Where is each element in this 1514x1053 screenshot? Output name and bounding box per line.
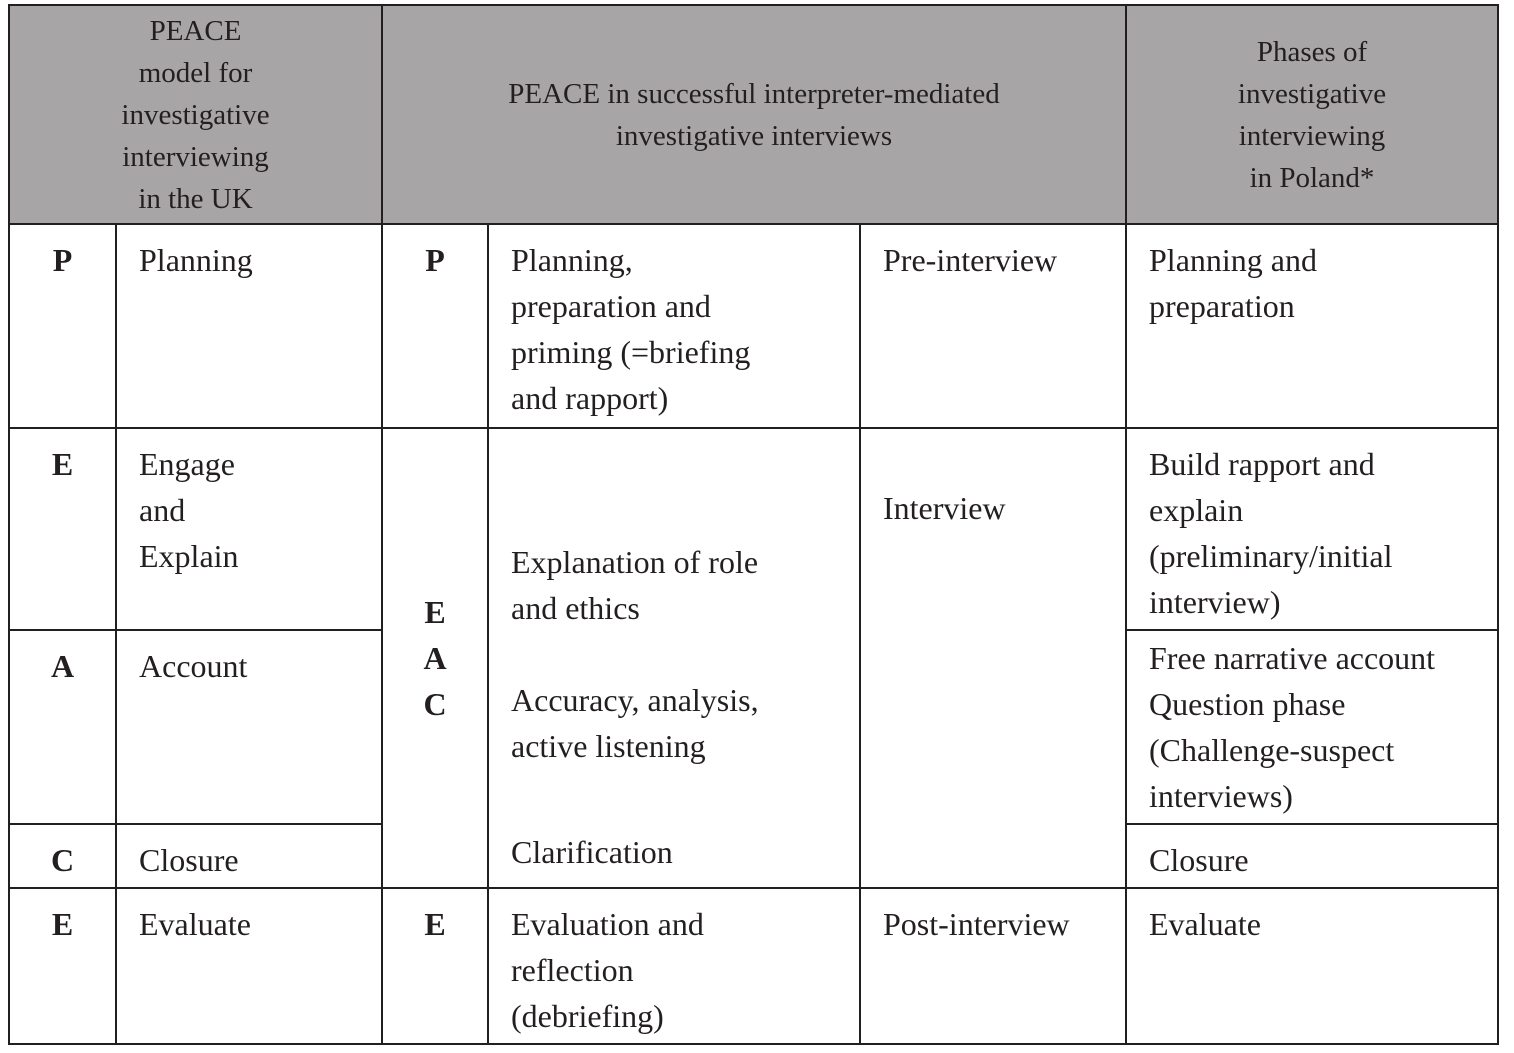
uk-phase: Account bbox=[116, 630, 382, 824]
uk-phase: Planning bbox=[116, 224, 382, 428]
table-row-evaluate bbox=[9, 888, 1498, 1044]
int-letters-eac: E A C bbox=[382, 428, 488, 888]
clarification-text: Clarification bbox=[511, 834, 673, 870]
int-stage: Post-interview bbox=[860, 888, 1126, 1044]
uk-phase: Engage and Explain bbox=[116, 428, 382, 630]
accuracy-text: Accuracy, analysis, active listening bbox=[511, 682, 759, 764]
table-row-planning bbox=[9, 224, 1498, 428]
explanation-text: Explanation of role and ethics bbox=[511, 544, 759, 626]
peace-comparison-table bbox=[8, 4, 1499, 1045]
header-uk: PEACE model for investigative interviewing in the UK bbox=[9, 5, 382, 224]
uk-letter: E bbox=[9, 428, 116, 630]
header-row bbox=[9, 5, 1498, 224]
poland-phase: Planning and preparation bbox=[1126, 224, 1498, 428]
int-stage: Interview bbox=[860, 428, 1126, 888]
int-phase: Evaluation and reflection (debriefing) bbox=[488, 888, 860, 1044]
uk-letter: C bbox=[9, 824, 116, 888]
int-phase: Planning, preparation and priming (=briefing and rapport) bbox=[488, 224, 860, 428]
header-interpreter: PEACE in successful interpreter-mediated investigative interviews bbox=[382, 5, 1126, 224]
header-poland: Phases of investigative interviewing in Poland* bbox=[1126, 5, 1498, 224]
int-letter: E bbox=[382, 888, 488, 1044]
uk-phase: Evaluate bbox=[116, 888, 382, 1044]
int-stage: Pre-interview bbox=[860, 224, 1126, 428]
table-row-engage bbox=[9, 428, 1498, 630]
poland-phase: Free narrative account Question phase (Challenge-suspect interviews) bbox=[1126, 630, 1498, 824]
int-letter: P bbox=[382, 224, 488, 428]
uk-phase: Closure bbox=[116, 824, 382, 888]
uk-letter: P bbox=[9, 224, 116, 428]
poland-phase: Evaluate bbox=[1126, 888, 1498, 1044]
int-phase-eac bbox=[488, 428, 860, 888]
uk-letter: A bbox=[9, 630, 116, 824]
uk-letter: E bbox=[9, 888, 116, 1044]
poland-phase: Closure bbox=[1126, 824, 1498, 888]
poland-phase: Build rapport and explain (preliminary/initial interview) bbox=[1126, 428, 1498, 630]
